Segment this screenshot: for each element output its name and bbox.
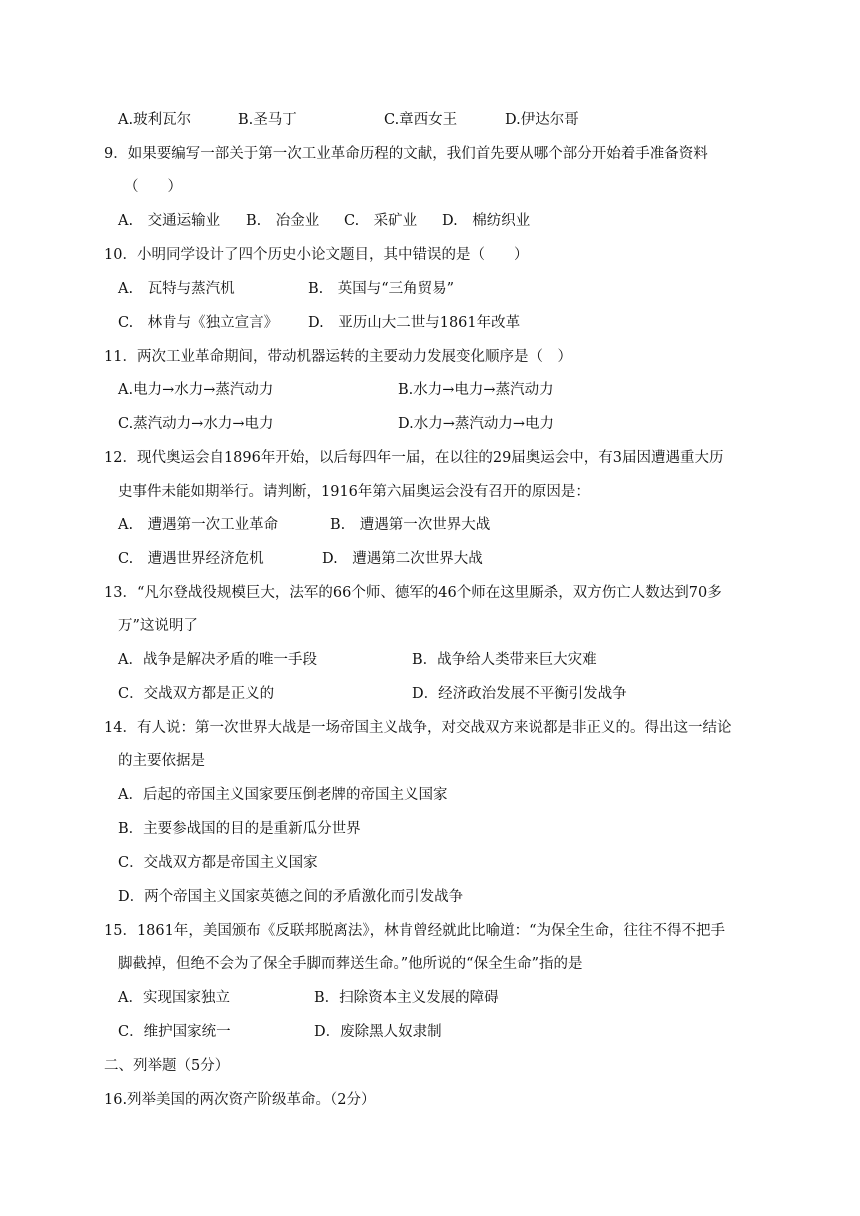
q12-option-b: B. 遭遇第一次世界大战: [330, 517, 491, 533]
q12-stem-cont: 史事件未能如期举行。请判断，1916年第六届奥运会没有召开的原因是：: [118, 484, 590, 500]
q9-option-c: C. 采矿业: [344, 213, 418, 229]
q13-stem: 13．“凡尔登战役规模巨大，法军的66个师、德军的46个师在这里厮杀，双方伤亡人数达到70多: [104, 585, 722, 601]
q15-stem: 15．1861年，美国颁布《反联邦脱离法》，林肯曾经就此比喻道：“为保全生命，往往不得不把手: [104, 923, 726, 939]
q10-option-d: D. 亚历山大二世与1861年改革: [308, 315, 521, 331]
q11-option-a: A.电力→水力→蒸汽动力: [118, 382, 274, 398]
q13-option-d: D．经济政治发展不平衡引发战争: [412, 686, 627, 702]
q10-option-a: A. 瓦特与蒸汽机: [118, 281, 235, 297]
q14-stem: 14．有人说：第一次世界大战是一场帝国主义战争，对交战双方来说都是非正义的。得出这一结论: [104, 720, 732, 736]
q14-option-c: C．交战双方都是帝国主义国家: [118, 855, 318, 871]
q13-stem-cont: 万”这说明了: [118, 618, 198, 634]
q16-stem: 16.列举美国的两次资产阶级革命。（2分）: [104, 1092, 376, 1108]
q8-option-a: A.玻利瓦尔: [118, 112, 192, 128]
q12-option-c: C. 遭遇世界经济危机: [118, 551, 264, 567]
q13-option-a: A．战争是解决矛盾的唯一手段: [118, 652, 317, 668]
q15-stem-cont: 脚截掉，但绝不会为了保全手脚而葬送生命。”他所说的“保全生命”指的是: [118, 956, 583, 972]
q14-stem-cont: 的主要依据是: [118, 753, 205, 769]
q11-option-d: D.水力→蒸汽动力→电力: [398, 416, 555, 432]
q14-option-b: B．主要参战国的目的是重新瓜分世界: [118, 821, 361, 837]
q9-option-a: A. 交通运输业: [118, 213, 221, 229]
q15-option-d: D．废除黑人奴隶制: [314, 1024, 442, 1040]
q11-option-b: B.水力→电力→蒸汽动力: [398, 382, 554, 398]
q14-option-a: A．后起的帝国主义国家要压倒老牌的帝国主义国家: [118, 787, 448, 803]
q9-stem: 9．如果要编写一部关于第一次工业革命历程的文献，我们首先要从哪个部分开始着手准备资料: [104, 146, 708, 162]
q9-option-d: D. 棉纺织业: [442, 213, 531, 229]
q10-option-c: C. 林肯与《独立宣言》: [118, 315, 279, 331]
q13-option-c: C．交战双方都是正义的: [118, 686, 275, 702]
q9-option-b: B. 冶金业: [246, 213, 320, 229]
q9-stem-bracket: （ ）: [124, 179, 182, 195]
q15-option-b: B．扫除资本主义发展的障碍: [314, 990, 499, 1006]
q8-option-b: B.圣马丁: [238, 112, 297, 128]
q8-option-d: D.伊达尔哥: [505, 112, 579, 128]
q15-option-c: C．维护国家统一: [118, 1024, 231, 1040]
section-heading-listing: 二、列举题（5分）: [104, 1058, 230, 1074]
q12-stem: 12．现代奥运会自1896年开始，以后每四年一届，在以往的29届奥运会中，有3届因遭遇重大历: [104, 450, 724, 466]
q13-option-b: B．战争给人类带来巨大灾难: [412, 652, 597, 668]
q8-option-c: C.章西女王: [384, 112, 458, 128]
q14-option-d: D．两个帝国主义国家英德之间的矛盾激化而引发战争: [118, 889, 464, 905]
q15-option-a: A．实现国家独立: [118, 990, 230, 1006]
q12-option-d: D. 遭遇第二次世界大战: [322, 551, 483, 567]
q12-option-a: A. 遭遇第一次工业革命: [118, 517, 279, 533]
q10-stem: 10．小明同学设计了四个历史小论文题目，其中错误的是（ ）: [104, 247, 529, 263]
q11-option-c: C.蒸汽动力→水力→电力: [118, 416, 274, 432]
q11-stem: 11．两次工业革命期间，带动机器运转的主要动力发展变化顺序是（ ）: [104, 349, 572, 365]
q10-option-b: B. 英国与“三角贸易”: [308, 281, 455, 297]
